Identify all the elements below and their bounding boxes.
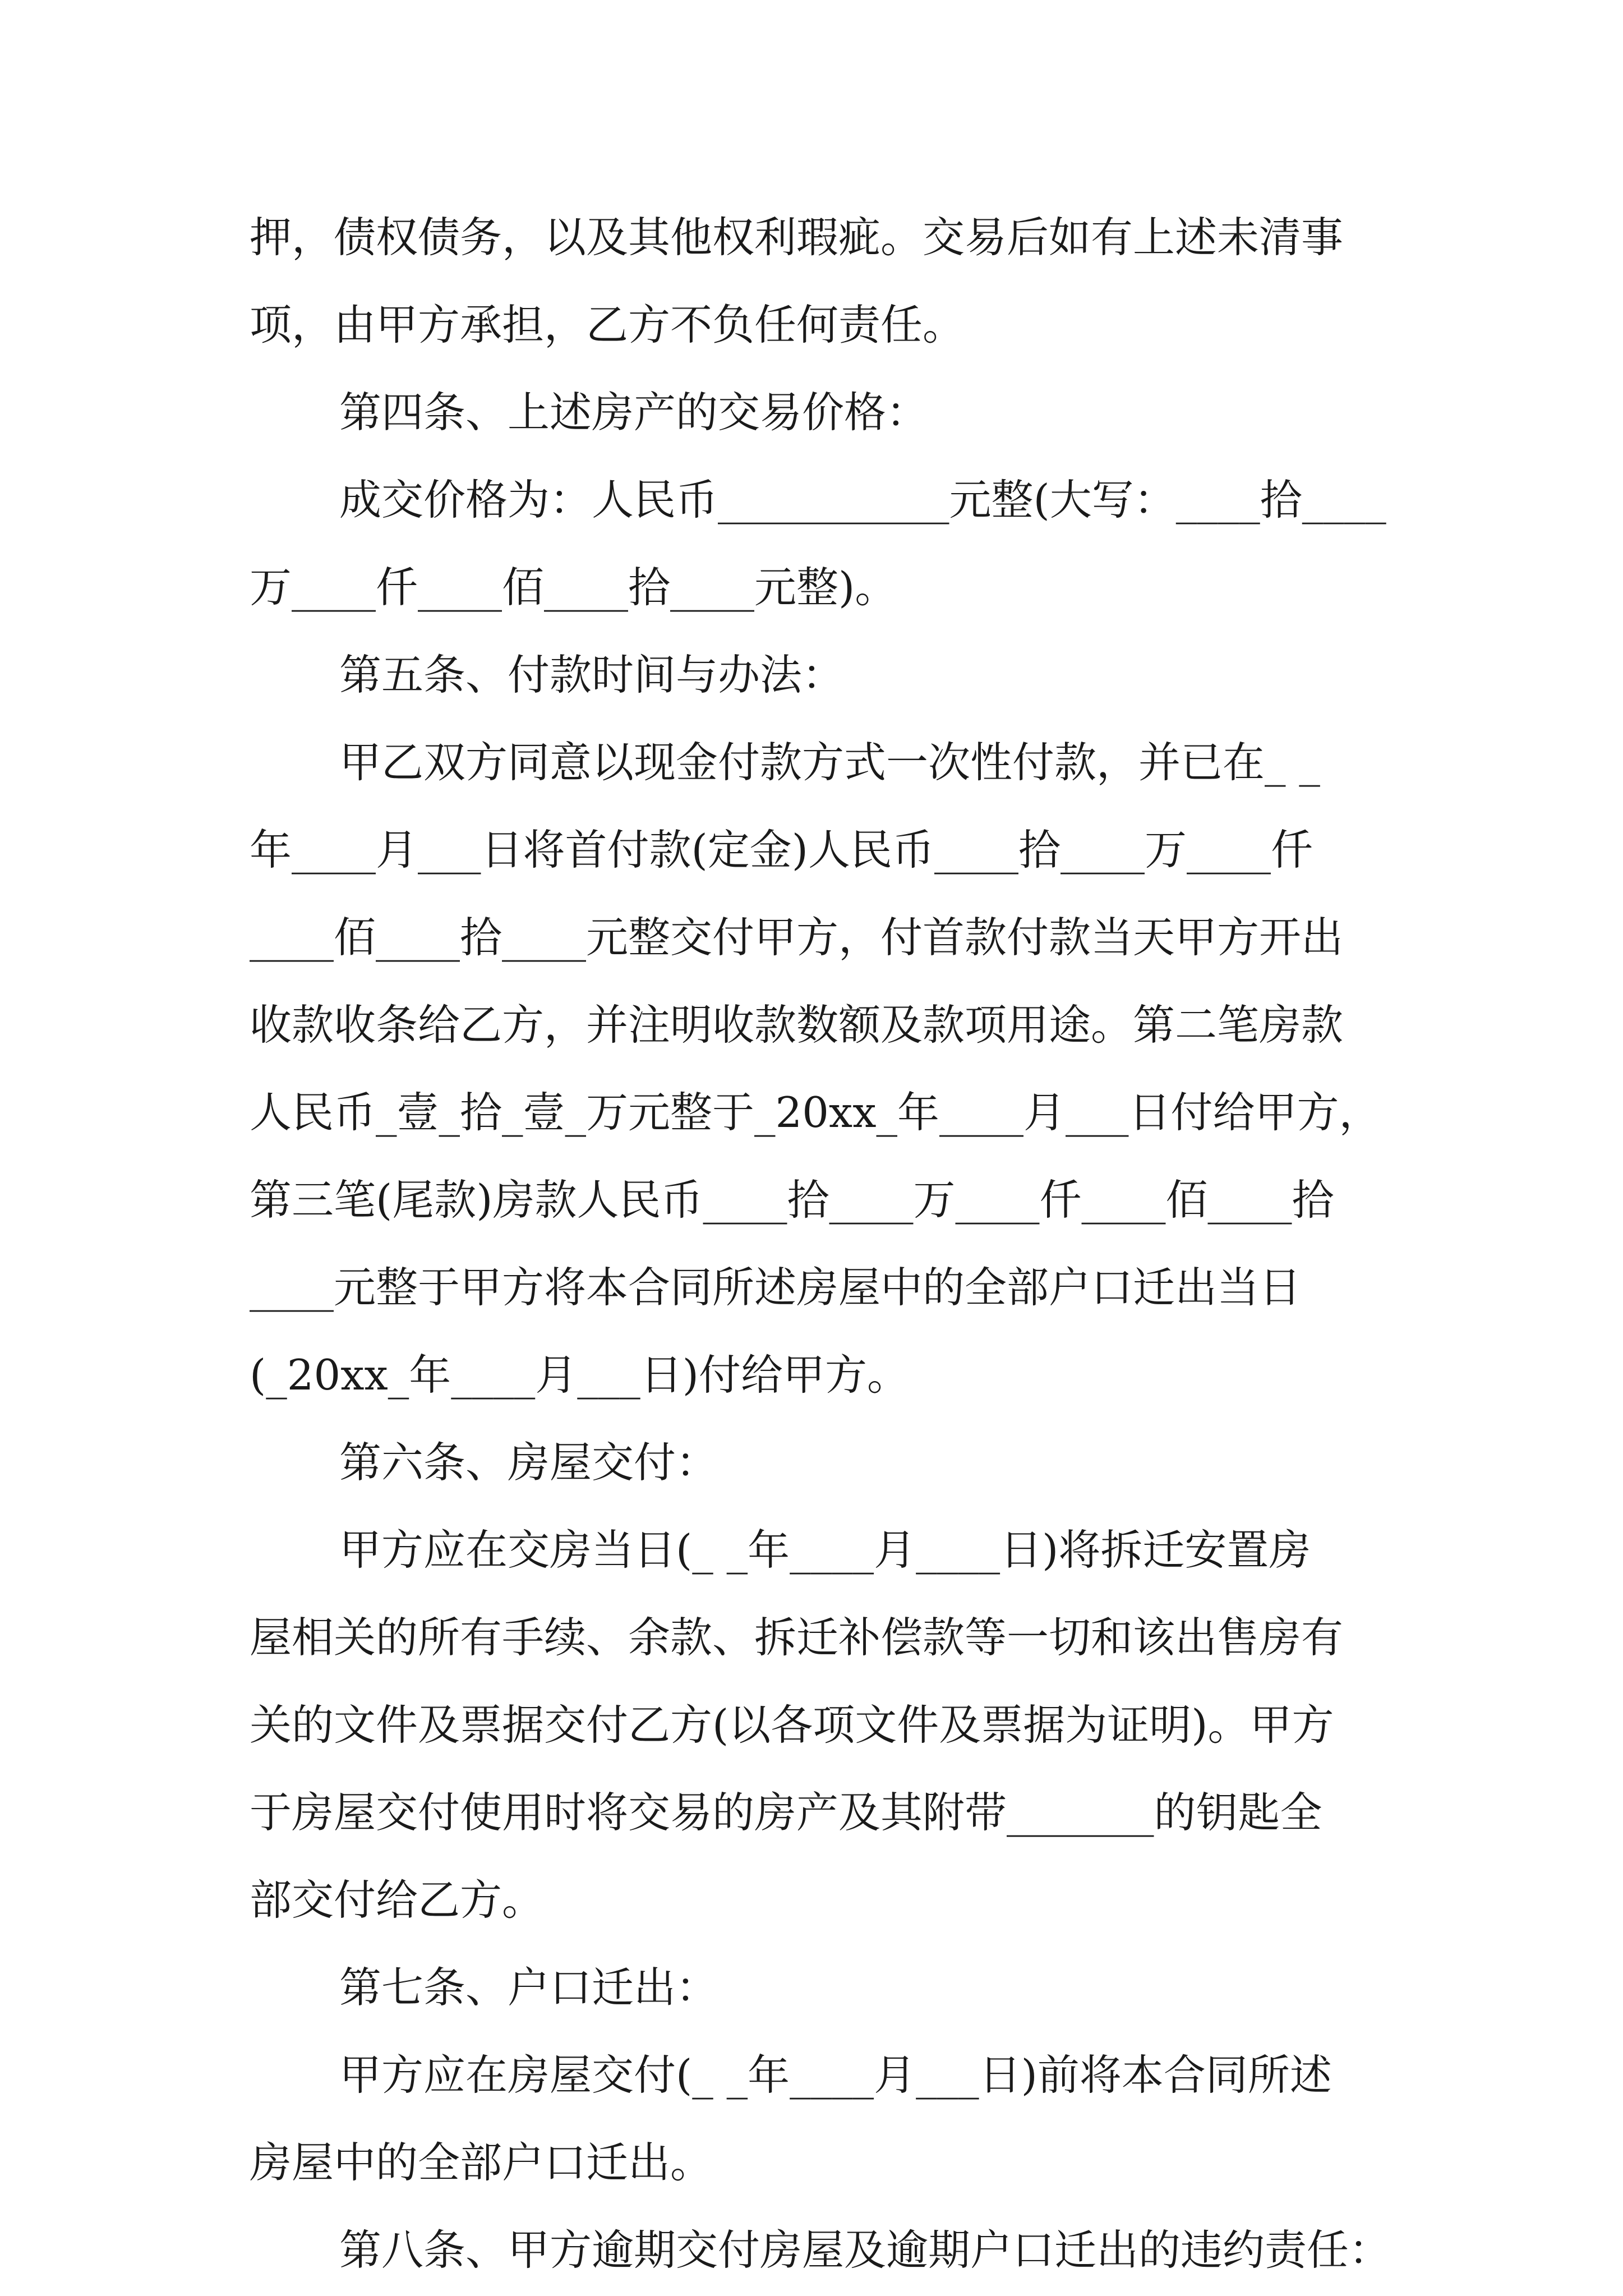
paragraph-line: 成交价格为：人民币___________元整(大写：____拾____ — [339, 475, 1386, 524]
paragraph-line: 关的文件及票据交付乙方(以各项文件及票据为证明)。甲方 — [250, 1700, 1334, 1750]
section-heading-6: 第六条、房屋交付： — [339, 1438, 718, 1487]
paragraph-line: 屋相关的所有手续、余款、拆迁补偿款等一切和该出售房有 — [250, 1613, 1344, 1662]
section-heading-4: 第四条、上述房产的交易价格： — [339, 388, 929, 437]
paragraph-line: 收款收条给乙方，并注明收款数额及款项用途。第二笔房款 — [250, 1000, 1344, 1050]
section-heading-7: 第七条、户口迁出： — [339, 1963, 718, 2012]
paragraph-line: 第三笔(尾款)房款人民币____拾____万____仟____佰____拾 — [250, 1175, 1334, 1225]
paragraph-line: 甲乙双方同意以现金付款方式一次性付款，并已在_ _ — [339, 738, 1320, 787]
section-heading-5: 第五条、付款时间与办法： — [339, 650, 845, 700]
paragraph-line: (_20xx_年____月___日)付给甲方。 — [250, 1350, 910, 1400]
paragraph-line: 押，债权债务，以及其他权利瑕疵。交易后如有上述未清事 — [250, 213, 1344, 262]
paragraph-line: 甲方应在交房当日(_ _年____月____日)将拆迁安置房 — [339, 1525, 1311, 1575]
paragraph-line: 项，由甲方承担，乙方不负任何责任。 — [250, 300, 965, 349]
paragraph-line: 部交付给乙方。 — [250, 1875, 545, 1925]
paragraph-line: 房屋中的全部户口迁出。 — [250, 2138, 713, 2187]
document-body — [250, 213, 1391, 2275]
paragraph-line: 甲方应在房屋交付(_ _年____月___日)前将本合同所述 — [339, 2050, 1332, 2100]
paragraph-line: 人民币_壹_拾_壹_万元整于_20xx_年____月___日付给甲方， — [250, 1088, 1381, 1137]
paragraph-line: 万____仟____佰____拾____元整)。 — [250, 563, 897, 612]
paragraph-line: 于房屋交付使用时将交易的房产及其附带_______的钥匙全 — [250, 1788, 1322, 1837]
paragraph-line: ____佰____拾____元整交付甲方，付首款付款当天甲方开出 — [250, 913, 1344, 962]
section-heading-8: 第八条、甲方逾期交付房屋及逾期户口迁出的违约责任： — [339, 2225, 1391, 2275]
paragraph-line: ____元整于甲方将本合同所述房屋中的全部户口迁出当日 — [250, 1263, 1302, 1312]
paragraph-line: 年____月___日将首付款(定金)人民币____拾____万____仟 — [250, 825, 1313, 875]
